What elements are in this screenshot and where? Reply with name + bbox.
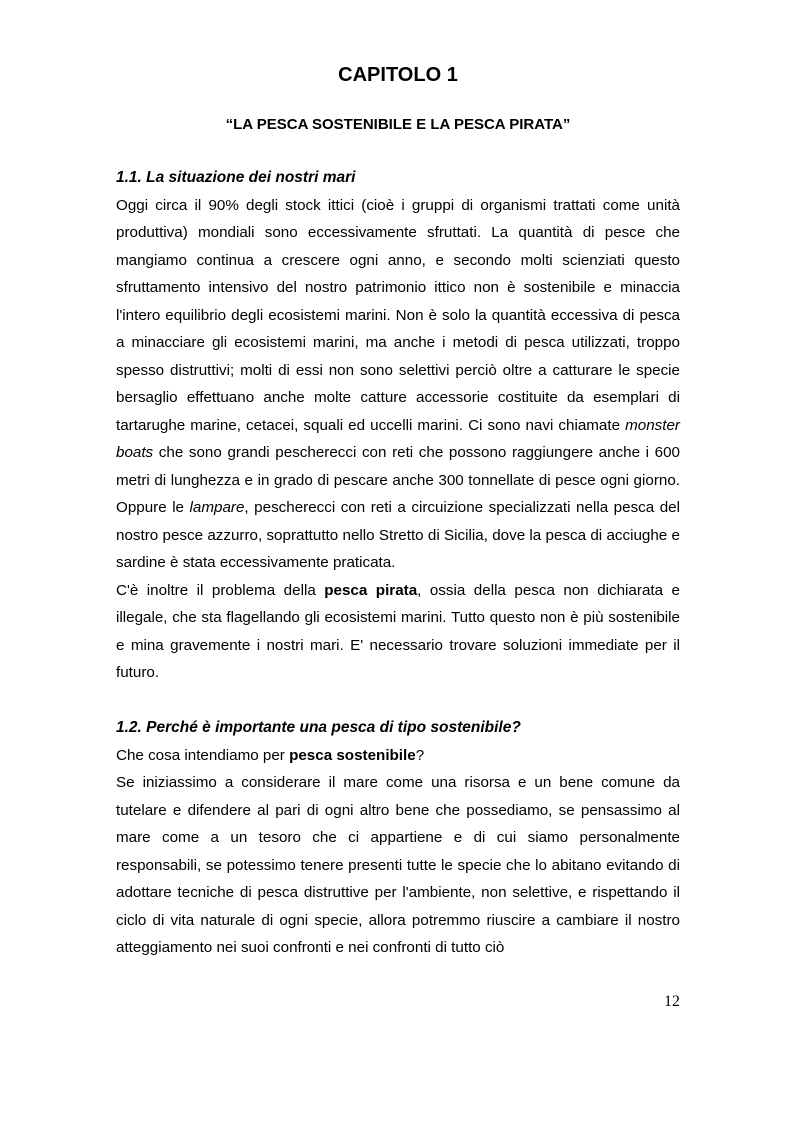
body-text	[116, 164, 680, 962]
italic-term-monster-boats: monster boats	[116, 416, 680, 461]
paragraph-text: che sono grandi pescherecci con reti che possono raggiungere anche i 600 metri di lunghezza e in grado di pescare anche 300 tonnellate di pesce ogni giorno. Oppure le	[116, 444, 680, 516]
document-page	[116, 0, 680, 1123]
paragraph-text: ?	[415, 746, 425, 764]
chapter-subtitle: “LA PESCA SOSTENIBILE E LA PESCA PIRATA”	[225, 116, 571, 133]
italic-term-lampare: lampare	[189, 499, 245, 516]
paragraph-pesca-pirata	[116, 577, 680, 687]
paragraph-text: , ossia della pesca non dichiarata e illegale, che sta flagellando gli ecosistemi marini. Tutto questo non è più sostenibile e mina gravemente i nostri mari. E' necessario trovare soluzioni immediate per il futuro.	[116, 581, 680, 681]
paragraph-text: Che cosa intendiamo per	[116, 746, 290, 764]
bold-term-pesca-sostenibile: pesca sostenibile	[289, 746, 416, 764]
paragraph-situazione	[116, 192, 680, 577]
section-heading-1-2: 1.2. Perché è importante una pesca di tipo sostenibile?	[116, 719, 521, 736]
section-heading-1-1: 1.1. La situazione dei nostri mari	[116, 169, 356, 186]
chapter-title: CAPITOLO 1	[338, 64, 458, 86]
paragraph-sostenibile: Se iniziassimo a considerare il mare come una risorsa e un bene comune da tutelare e difendere al pari di ogni altro bene che possediamo, se pensassimo al mare come a un tesoro che ci appartiene e di cui siamo personalmente responsabili, se potessimo tenere presenti tutte le specie che lo abitano evitando di adottare tecniche di pesca distruttive per l'ambiente, non selettive, e rispettando il ciclo di vita naturale di ogni specie, allora potremmo riuscire a cambiare il nostro atteggiamento nei suoi confronti e nei confronti di tutto ciò	[116, 774, 680, 956]
section-spacer	[116, 687, 680, 715]
paragraph-text: Oggi circa il 90% degli stock ittici (cioè i gruppi di organismi trattati come unità produttiva) mondiali sono eccessivamente sfruttati. La quantità di pesce che mangiamo continua a crescere ogni anno, e secondo molti scienziati questo sfruttamento intensivo del nostro patrimonio ittico non è sostenibile e minaccia l'intero equilibrio degli ecosistemi marini. Non è solo la quantità eccessiva di pesca a minacciare gli ecosistemi marini, ma anche i metodi di pesca utilizzati, troppo spesso distruttivi; molti di essi non sono selettivi perciò oltre a catturare le specie bersaglio effettuano anche molte catture accessorie costituite da esemplari di tartarughe marine, cetacei, squali ed uccelli marini. Ci sono navi chiamate	[116, 196, 680, 434]
page-number: 12	[664, 993, 680, 1010]
paragraph-text: C'è inoltre il problema della	[116, 581, 325, 599]
paragraph-text: , pescherecci con reti a circuizione specializzati nella pesca del nostro pesce azzurro, soprattutto nello Stretto di Sicilia, dove la pesca di acciughe e sardine è stata eccessivamente praticata.	[116, 499, 680, 571]
paragraph-question	[116, 742, 680, 770]
bold-term-pesca-pirata: pesca pirata	[324, 581, 418, 599]
